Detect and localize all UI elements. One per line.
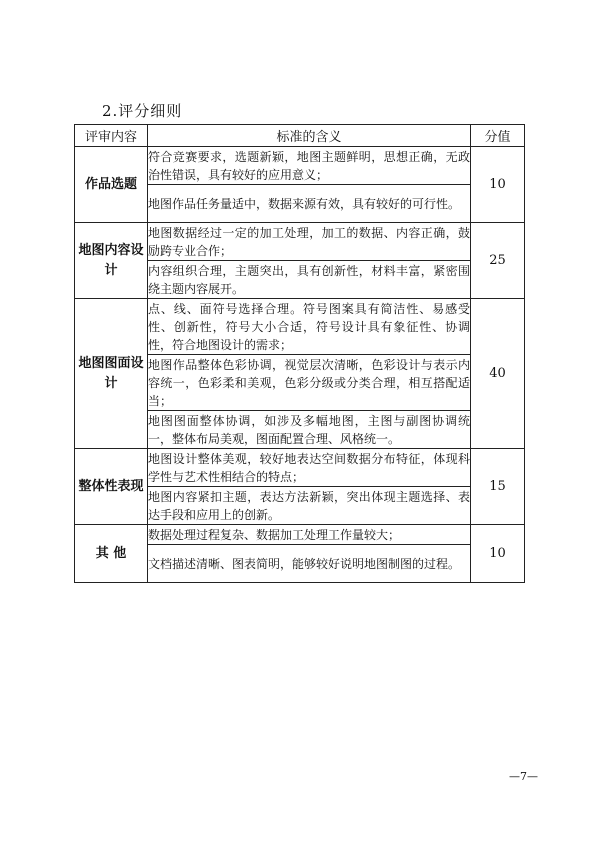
criteria-cell: 地图作品任务量适中，数据来源有效，具有较好的可行性。 [148,185,471,223]
header-score: 分值 [471,125,525,147]
score-cell-layout: 40 [471,299,525,449]
criteria-cell: 内容组织合理，主题突出，具有创新性，材料丰富，紧密围绕主题内容展开。 [148,261,471,299]
header-criteria: 标准的含义 [148,125,471,147]
header-category: 评审内容 [75,125,148,147]
category-cell-content: 地图内容设计 [75,223,148,299]
category-cell-other: 其 他 [75,525,148,583]
category-cell-topic: 作品选题 [75,147,148,223]
table-header-row [75,125,525,147]
table-row [75,223,525,261]
page-number: —7— [509,770,538,783]
score-cell-topic: 10 [471,147,525,223]
criteria-cell: 地图设计整体美观，较好地表达空间数据分布特征，体现科学性与艺术性相结合的特点； [148,449,471,487]
criteria-cell: 文档描述清晰、图表简明，能够较好说明地图制图的过程。 [148,545,471,583]
category-cell-overall: 整体性表现 [75,449,148,525]
category-cell-layout: 地图图面设计 [75,299,148,449]
criteria-cell: 地图图面整体协调，如涉及多幅地图，主图与副图协调统一，整体布局美观，图面配置合理、风格统一。 [148,411,471,449]
table-row [75,449,525,487]
score-cell-other: 10 [471,525,525,583]
criteria-cell: 地图作品整体色彩协调，视觉层次清晰，色彩设计与表示内容统一，色彩柔和美观，色彩分级或分类合理，相互搭配适当； [148,355,471,411]
score-cell-content: 25 [471,223,525,299]
score-cell-overall: 15 [471,449,525,525]
criteria-cell: 地图数据经过一定的加工处理，加工的数据、内容正确，鼓励跨专业合作； [148,223,471,261]
table-row [75,147,525,185]
table-row [75,299,525,355]
table-row [75,525,525,545]
section-title: 2.评分细则 [102,102,183,120]
criteria-cell: 地图内容紧扣主题，表达方法新颖，突出体现主题选择、表达手段和应用上的创新。 [148,487,471,525]
criteria-cell: 符合竞赛要求，选题新颖，地图主题鲜明，思想正确，无政治性错误，具有较好的应用意义； [148,147,471,185]
scoring-table [74,124,525,583]
criteria-cell: 点、线、面符号选择合理。符号图案具有简洁性、易感受性、创新性，符号大小合适，符号设计具有象征性、协调性，符合地图设计的需求； [148,299,471,355]
criteria-cell: 数据处理过程复杂、数据加工处理工作量较大； [148,525,471,545]
